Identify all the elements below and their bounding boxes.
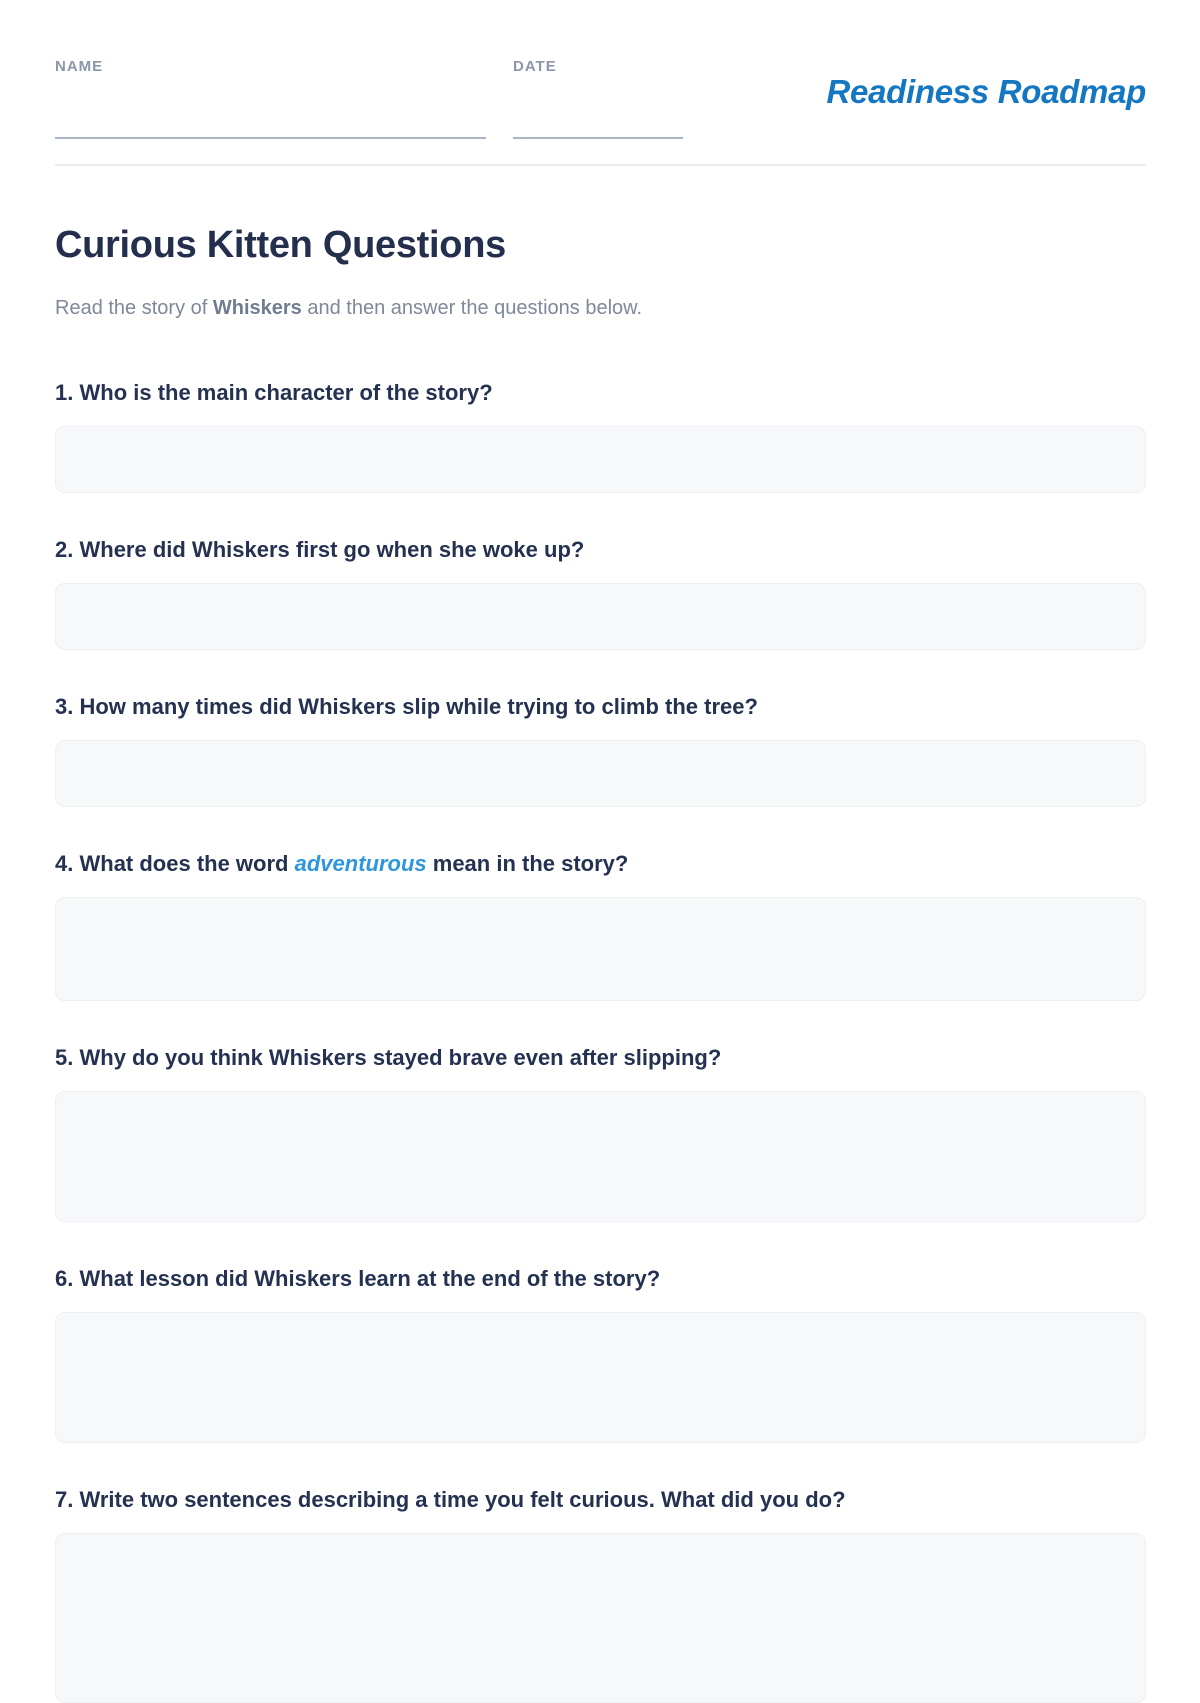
question-1-answer-box[interactable] bbox=[55, 426, 1146, 493]
question-5-label bbox=[55, 1043, 1146, 1073]
question-5 bbox=[55, 1043, 1146, 1222]
question-5-answer-box[interactable] bbox=[55, 1091, 1146, 1222]
question-4-text-suffix: mean in the story? bbox=[426, 851, 629, 876]
question-3-answer-box[interactable] bbox=[55, 740, 1146, 807]
question-5-text: Why do you think Whiskers stayed brave even after slipping? bbox=[79, 1045, 722, 1070]
question-4-answer-box[interactable] bbox=[55, 897, 1146, 1001]
question-6-text: What lesson did Whiskers learn at the end of the story? bbox=[79, 1266, 661, 1291]
intro-prefix: Read the story of bbox=[55, 297, 213, 319]
page-title: Curious Kitten Questions bbox=[55, 224, 506, 266]
question-7-text: Write two sentences describing a time you felt curious. What did you do? bbox=[79, 1487, 846, 1512]
question-7 bbox=[55, 1485, 1146, 1703]
question-3-label bbox=[55, 692, 1146, 722]
question-1 bbox=[55, 378, 1146, 493]
question-2-number: 2. bbox=[55, 537, 74, 562]
question-4-label bbox=[55, 849, 1146, 879]
question-4-text-prefix: What does the word bbox=[79, 851, 295, 876]
date-input-line[interactable] bbox=[513, 137, 683, 139]
question-4 bbox=[55, 849, 1146, 1001]
question-6-number: 6. bbox=[55, 1266, 74, 1291]
intro-suffix: and then answer the questions below. bbox=[301, 297, 643, 319]
question-2 bbox=[55, 535, 1146, 650]
question-3-text: How many times did Whiskers slip while trying to climb the tree? bbox=[79, 694, 758, 719]
question-7-number: 7. bbox=[55, 1487, 74, 1512]
name-label: NAME bbox=[55, 58, 104, 75]
intro-text bbox=[55, 294, 1146, 322]
question-7-label bbox=[55, 1485, 1146, 1515]
intro-highlight: Whiskers bbox=[212, 297, 302, 319]
brand-logo: Readiness Roadmap bbox=[826, 73, 1146, 110]
question-4-number: 4. bbox=[55, 851, 74, 876]
question-3-number: 3. bbox=[55, 694, 74, 719]
question-4-emphasis: adventurous bbox=[294, 851, 427, 876]
question-2-text: Where did Whiskers first go when she woke up? bbox=[79, 537, 585, 562]
question-5-number: 5. bbox=[55, 1045, 74, 1070]
question-2-answer-box[interactable] bbox=[55, 583, 1146, 650]
header-divider bbox=[55, 164, 1146, 166]
question-6 bbox=[55, 1264, 1146, 1443]
name-input-line[interactable] bbox=[55, 137, 486, 139]
question-6-answer-box[interactable] bbox=[55, 1312, 1146, 1443]
question-3 bbox=[55, 692, 1146, 807]
header-row bbox=[55, 58, 1146, 139]
question-6-label bbox=[55, 1264, 1146, 1294]
name-field bbox=[55, 58, 486, 139]
question-1-number: 1. bbox=[55, 380, 74, 405]
date-label: DATE bbox=[513, 58, 557, 75]
date-field bbox=[513, 58, 683, 139]
question-1-text: Who is the main character of the story? bbox=[79, 380, 493, 405]
question-7-answer-box[interactable] bbox=[55, 1533, 1146, 1703]
question-1-label bbox=[55, 378, 1146, 408]
question-2-label bbox=[55, 535, 1146, 565]
